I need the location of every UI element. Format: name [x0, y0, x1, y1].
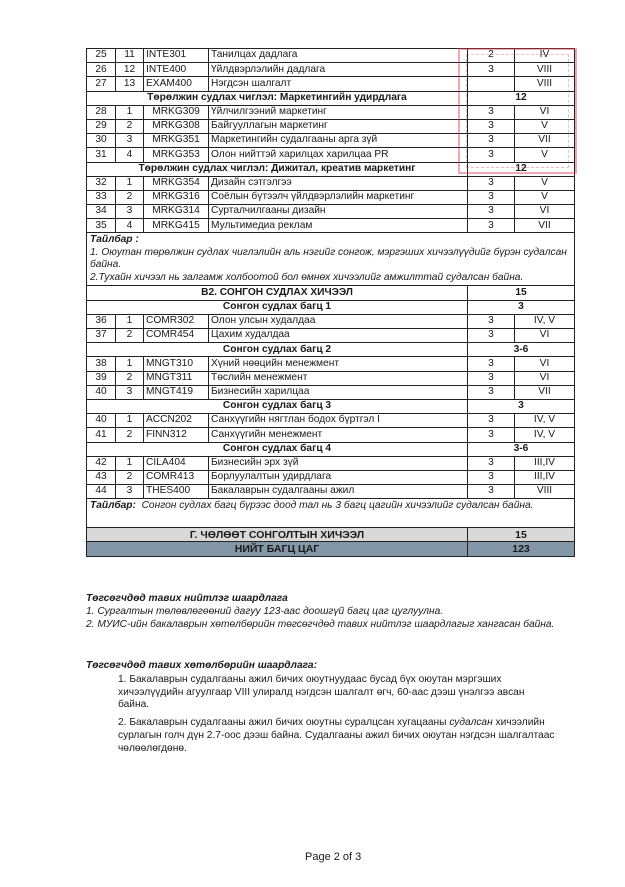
general-requirement-item: 2. МУИС-ийн бакалаврын хөтөлбөрийн төгсөгчдөд тавих нийтлэг шаардлагыг хангасан байна.	[86, 618, 555, 630]
table-row: 29 2 MRKG308 Байгууллагын маркетинг 3 V	[87, 119, 575, 133]
table-row: 40 1 ACCN202 Санхүүгийн нягтлан бодох бүртгэл I 3 IV, V	[87, 414, 575, 428]
program-requirements-title: Төгсөгчдөд тавих хөтөлбөрийн шаардлага:	[86, 660, 317, 671]
free-elective-row: Г. ЧӨЛӨӨТ СОНГОЛТЫН ХИЧЭЭЛ 15	[87, 528, 575, 542]
table-row: 27 13 EXAM400 Нэгдсэн шалгалт VIII	[87, 77, 575, 91]
program-requirements	[86, 660, 556, 756]
table-row: 39 2 MNGT311 Төслийн менежмент 3 VI	[87, 371, 575, 385]
table-row: 28 1 MRKG309 Үйлчилгээний маркетинг 3 VI	[87, 105, 575, 119]
note-label: Тайлбар :	[90, 234, 139, 246]
note-tracks	[87, 233, 575, 286]
table-row: 41 2 FINN312 Санхүүгийн менежмент 3 IV, V	[87, 428, 575, 442]
table-row: 26 12 INTE400 Үйлдвэрлэлийн дадлага 3 VIII	[87, 63, 575, 77]
note-line-1: 1. Оюутан төрөлжин судлах чиглэлийн аль нэгийг сонгож, мэргэших хичээлүүдийг бүрэн судалсан байна.	[90, 246, 567, 271]
table-row: 38 1 MNGT310 Хүний нөөцийн менежмент 3 VI	[87, 357, 575, 371]
package-header-1: Сонгон судлах багц 1 3	[87, 300, 575, 314]
package-header-2: Сонгон судлах багц 2 3-6	[87, 343, 575, 357]
program-requirement-item-1: 1. Бакалаврын судалгааны ажил бичих оюутнуудаас бусад бүх оюутан мэргэших хичээлүүдийн агуулгаар VIII улиралд нэгдсэн шалгалт өгч, 60-аас дээш үнэлгээ авсан байна.	[118, 673, 525, 711]
table-row: 30 3 MRKG351 Маркетингийн судалгааны арга зүй 3 VII	[87, 134, 575, 148]
general-requirement-item: 1. Сургалтын төлөвлөгөөний дагуу 123-аас доошгүй багц цаг цуглуулна.	[86, 605, 444, 617]
track-header-digital-marketing: Төрөлжин судлах чиглэл: Дижитал, креатив маркетинг 12	[87, 162, 575, 176]
total-credits-row: НИЙТ БАГЦ ЦАГ 123	[87, 542, 575, 556]
package-header-4: Сонгон судлах багц 4 3-6	[87, 442, 575, 456]
note-text: Сонгон судлах багц бүрээс доод тал нь 3 багц цагийн хичээлийг судалсан байна.	[141, 500, 534, 512]
table-row: 43 2 COMR413 Борлуулалтын удирдлага 3 III,IV	[87, 470, 575, 484]
table-row: 36 1 COMR302 Олон улсын худалдаа 3 IV, V	[87, 314, 575, 328]
section-header-b2: В2. СОНГОН СУДЛАХ ХИЧЭЭЛ 15	[87, 286, 575, 300]
package-header-3: Сонгон судлах багц 3 3	[87, 399, 575, 413]
table-row: 40 3 MNGT419 Бизнесийн харилцаа 3 VII	[87, 385, 575, 399]
table-row: 44 3 THES400 Бакалаврын судалгааны ажил 3 VIII	[87, 485, 575, 499]
program-requirement-item-2: 2. Бакалаврын судалгааны ажил бичих оюутны суралцсан хугацааны судалсан хичээлийн сурлагын голч дүн 2.7-оос дээш байна. Судалгааны ажил бичих оюутан нэгдсэн шалгалтаас чөлөөлөгдөнө.	[118, 717, 555, 754]
table-row: 35 4 MRKG415 Мультимедиа реклам 3 VII	[87, 219, 575, 233]
note-label: Тайлбар:	[90, 500, 136, 512]
table-row: 31 4 MRKG353 Олон нийттэй харилцах харилцаа PR 3 V	[87, 148, 575, 162]
table-row: 32 1 MRKG354 Дизайн сэтгэлгээ 3 V	[87, 176, 575, 190]
track-header-marketing-management: Төрөлжин судлах чиглэл: Маркетингийн удирдлага 12	[87, 91, 575, 105]
table-row: 25 11 INTE301 Танилцах дадлага 2 IV	[87, 49, 575, 63]
general-requirements	[86, 593, 556, 631]
table-row: 33 2 MRKG316 Соёлын бүтээлч үйлдвэрлэлийн маркетинг 3 V	[87, 190, 575, 204]
note-packages	[87, 499, 575, 528]
page-number: Page 2 of 3	[305, 851, 362, 863]
note-line-2: 2.Тухайн хичээл нь залгамж холбоотой бол өмнөх хичээлийг амжилттай судалсан байна.	[90, 271, 524, 283]
table-row: 42 1 CILA404 Бизнесийн эрх зүй 3 III,IV	[87, 456, 575, 470]
table-row: 37 2 COMR454 Цахим худалдаа 3 VI	[87, 329, 575, 343]
table-row: 34 3 MRKG314 Сурталчилгааны дизайн 3 VI	[87, 205, 575, 219]
general-requirements-title: Төгсөгчдөд тавих нийтлэг шаардлага	[86, 593, 288, 604]
curriculum-table	[86, 48, 575, 557]
